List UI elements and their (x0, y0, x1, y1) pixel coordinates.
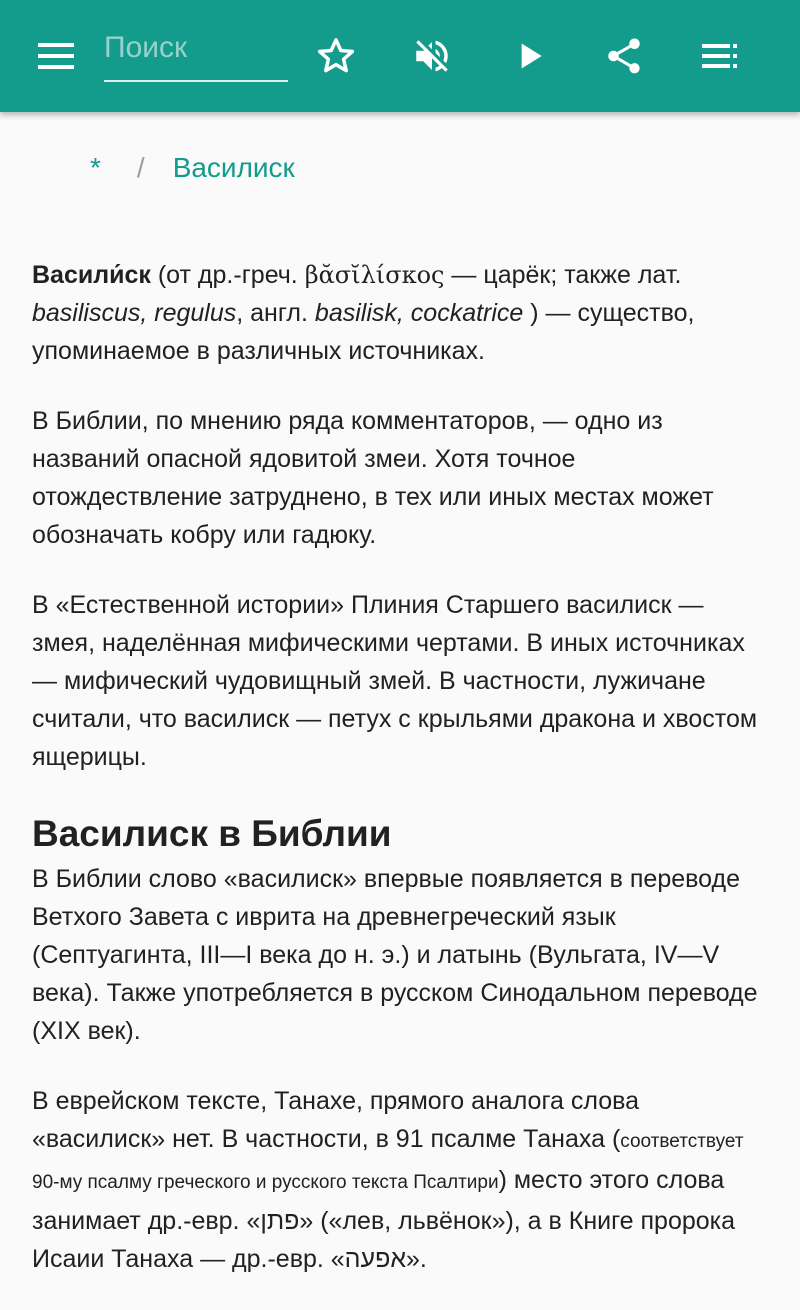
breadcrumb (90, 146, 295, 190)
small-note: соответствует 90-му псалму греческого и русского текста Псалтири (32, 1131, 744, 1193)
play-button[interactable] (496, 22, 564, 90)
article-content (32, 256, 772, 1310)
search-input[interactable] (104, 28, 288, 68)
volume-off-icon (411, 35, 453, 77)
greek-word: βᾰσῐλίσκος (304, 261, 445, 289)
share-icon (603, 35, 645, 77)
star-outline-icon (315, 35, 357, 77)
share-button[interactable] (590, 22, 658, 90)
table-of-contents-icon (700, 41, 740, 71)
text-span: — царёк; также лат. (444, 261, 682, 289)
search-field[interactable] (104, 28, 288, 82)
breadcrumb-root-link[interactable]: * (90, 152, 101, 183)
section-heading: Василиск в Библии (32, 813, 392, 854)
article-paragraph-3: В «Естественной истории» Плиния Старшего василиск — змея, наделённая мифическими чертами. В иных источниках — мифический чудовищный змей. В частности, лужичане считали, что василиск — петух с крыльями дракона и хвостом ящерицы. (32, 591, 758, 771)
breadcrumb-separator: / (136, 152, 145, 183)
favorite-button[interactable] (302, 22, 370, 90)
english-terms: basilisk, cockatrice (314, 299, 524, 327)
hamburger-menu-icon (36, 41, 76, 71)
article-paragraph-intro (32, 256, 772, 370)
text-span: ) — существо, упоминаемое в различных источниках. (32, 299, 695, 365)
latin-terms: basiliscus, regulus (32, 299, 237, 327)
text-span: (от др.-греч. (150, 261, 305, 289)
text-span: , англ. (236, 299, 315, 327)
breadcrumb-current-link[interactable]: Василиск (172, 152, 295, 183)
article-paragraph-5 (32, 1082, 772, 1278)
article-paragraph-4: В Библии слово «василиск» впервые появляется в переводе Ветхого Завета с иврита на древнегреческий язык (Септуагинта, III—I века до н. э.) и латынь (Вульгата, IV—V века). Также употребляется в русском Синодальном переводе (XIX век). (32, 865, 758, 1045)
article-term: Васили́ск (32, 261, 151, 289)
play-icon (510, 36, 550, 76)
table-of-contents-button[interactable] (686, 22, 754, 90)
text-span: ) место этого слова занимает др.-евр. «פתן» («лев, львёнок»), а в Книге пророка Исаии Танаха — др.-евр. «אפעה». (32, 1166, 736, 1273)
app-bar (0, 0, 800, 112)
mute-button[interactable] (398, 22, 466, 90)
text-span: В еврейском тексте, Танахе, прямого аналога слова «василиск» нет. В частности, в 91 псалме Танаха ( (32, 1087, 640, 1153)
menu-button[interactable] (22, 22, 90, 90)
article-paragraph-2: В Библии, по мнению ряда комментаторов, — одно из названий опасной ядовитой змеи. Хотя точное отождествление затруднено, в тех или иных местах может обозначать кобру или гадюку. (32, 407, 714, 549)
